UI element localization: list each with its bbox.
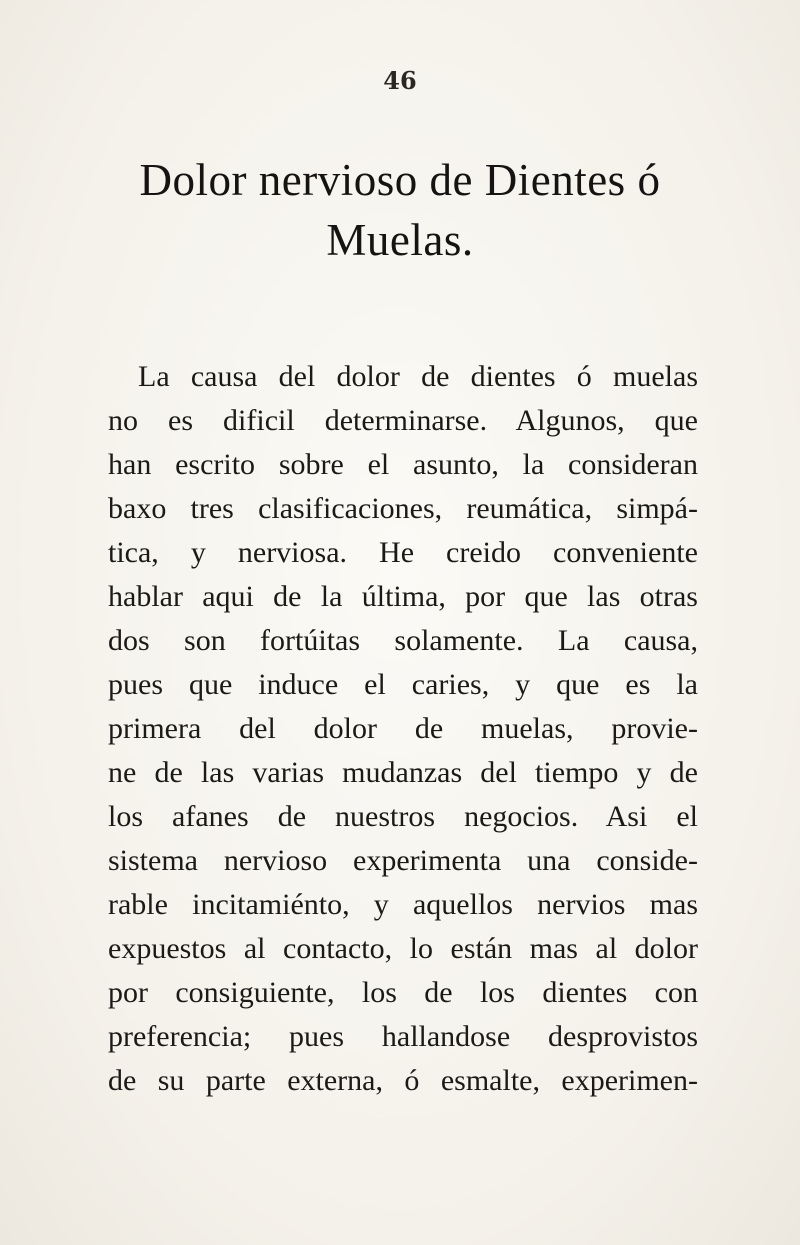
text-line: han escrito sobre el asunto, la consideran (108, 448, 698, 481)
text-line: ne de las varias mudanzas del tiempo y de (108, 756, 698, 789)
text-line: preferencia; pues hallandose desprovistos (108, 1020, 698, 1053)
text-line: pues que induce el caries, y que es la (108, 668, 698, 701)
text-line: sistema nervioso experimenta una conside- (108, 844, 698, 877)
text-line: tica, y nerviosa. He creido conveniente (108, 536, 698, 569)
text-line: dos son fortúitas solamente. La causa, (108, 624, 698, 657)
text-line: por consiguiente, los de los dientes con (108, 976, 698, 1009)
text-line: de su parte externa, ó esmalte, experimen- (108, 1064, 698, 1097)
body-text (108, 355, 698, 1103)
text-line: primera del dolor de muelas, provie- (108, 712, 698, 745)
text-line: no es dificil determinarse. Algunos, que (108, 404, 698, 437)
text-line: La causa del dolor de dientes ó muelas (138, 360, 698, 393)
text-line: rable incitamiénto, y aquellos nervios mas (108, 888, 698, 921)
chapter-title: Dolor nervioso de Dientes ó Muelas. (139, 155, 661, 265)
text-line: hablar aqui de la última, por que las otras (108, 580, 698, 613)
text-line: baxo tres clasificaciones, reumática, simpá- (108, 492, 698, 525)
page-number: 46 (383, 66, 417, 95)
text-line: expuestos al contacto, lo están mas al dolor (108, 932, 698, 965)
text-line: los afanes de nuestros negocios. Asi el (108, 800, 698, 833)
